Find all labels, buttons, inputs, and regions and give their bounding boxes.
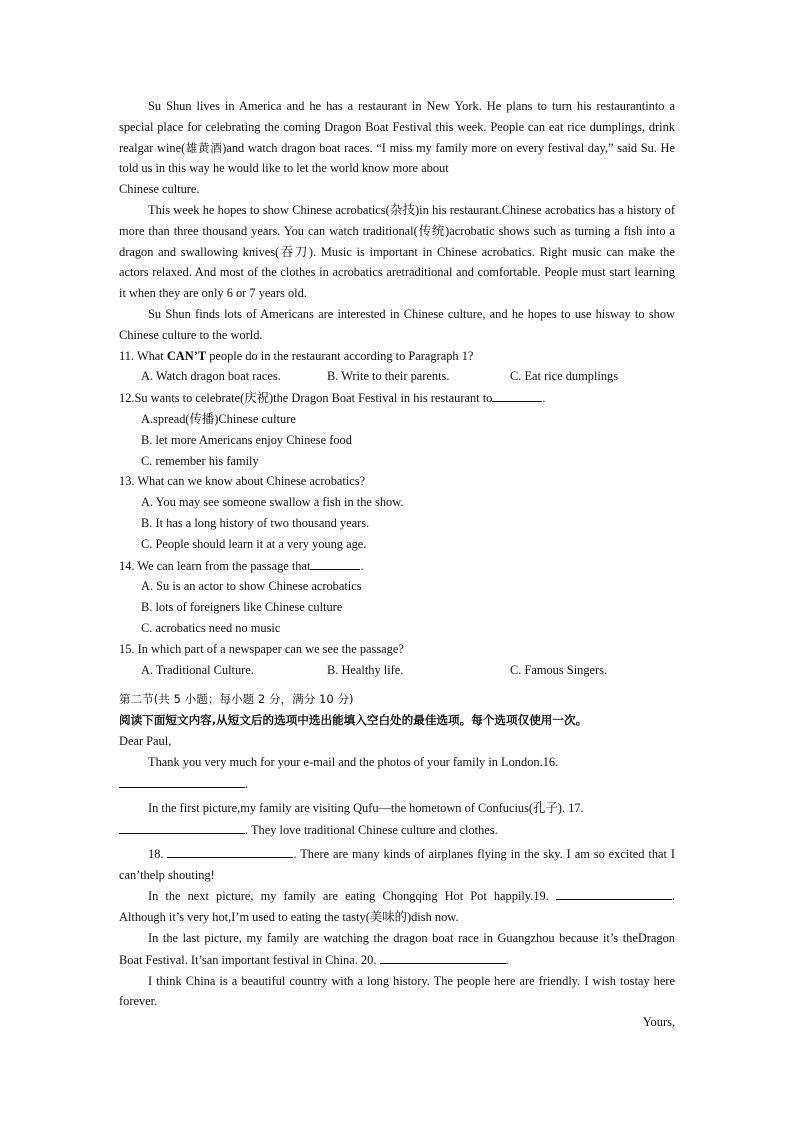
option-b[interactable]: B. lots of foreigners like Chinese culture [141, 600, 343, 615]
answer-blank-16[interactable] [119, 773, 245, 788]
answer-blank-17[interactable] [119, 819, 245, 834]
option-a[interactable]: A. You may see someone swallow a fish in the show. [141, 495, 404, 510]
letter-closing-paragraph: I think China is a beautiful country with a long history. The people here are friendly. I wish tostay here forever. [119, 973, 675, 1009]
question-12 [119, 387, 675, 471]
question-stem: 13. What can we know about Chinese acrobatics? [119, 474, 366, 489]
passage-paragraph-1: Su Shun lives in America and he has a restaurant in New York. He plans to turn his restaurantinto a special place for celebrating the coming Dragon Boat Festival this week. People can eat rice dumplings, drink realgar wine(雄黄酒)and watch dragon boat races. “I miss my family more on every festival day,” said Su. He told us in this way he would like to let the world know more about [119, 99, 675, 176]
letter-line-19: In the next picture, my family are eating Chongqing Hot Pot happily.19. . Although it’s very hot,I’m used to eating the tasty(美味的)dish now. [119, 885, 675, 928]
option-b[interactable]: B. Healthy life. [327, 662, 404, 677]
option-c[interactable]: C. Eat rice dumplings [510, 369, 619, 384]
letter-greeting: Dear Paul, [119, 733, 172, 748]
option-c[interactable]: C. Famous Singers. [510, 662, 608, 677]
passage-paragraph-3: Su Shun finds lots of Americans are interested in Chinese culture, and he hopes to use hisway to show Chinese culture to the world. [119, 306, 675, 342]
answer-blank-18[interactable] [167, 843, 293, 858]
question-13 [119, 471, 675, 554]
chinese-gloss: 雄黄酒 [185, 140, 223, 155]
option-a[interactable]: A. Traditional Culture. [141, 662, 254, 677]
option-c[interactable]: C. remember his family [141, 453, 259, 468]
option-b[interactable]: B. let more Americans enjoy Chinese food [141, 432, 352, 447]
passage-paragraph-2: This week he hopes to show Chinese acrobatics(杂技)in his restaurant.Chinese acrobatics has a history of more than three thousand years. You can watch traditional(传统)acrobatic shows such as turning a fish into a dragon and swallowing knives(吞刀). Music is important in Chinese acrobatics. Right music can make the actors relaxed. And most of the clothes in acrobatics aretraditional and comfortable. People must start learning it when they are only 6 or 7 years old. [119, 202, 675, 301]
answer-blank-19[interactable] [556, 885, 672, 900]
exam-page [119, 96, 675, 1033]
option-b[interactable]: B. Write to their parents. [327, 369, 450, 384]
section-instructions: 阅读下面短文内容,从短文后的选项中选出能填入空白处的最佳选项。每个选项仅使用一次。 [119, 713, 588, 728]
question-14 [119, 555, 675, 639]
letter-line-18: 18. . There are many kinds of airplanes flying in the sky. I am so excited that I can’thelp shouting! [119, 843, 675, 886]
question-11 [119, 346, 675, 388]
option-c[interactable]: C. acrobatics need no music [141, 620, 281, 635]
option-a[interactable]: A. Watch dragon boat races. [141, 369, 281, 384]
section-title: 第二节(共 5 小题；每小题 2 分，满分 10 分) [119, 692, 354, 707]
question-stem: 12.Su wants to celebrate(庆祝)the Dragon Boat Festival in his restaurant to . [119, 387, 675, 409]
letter-signoff: Yours, [642, 1015, 675, 1030]
option-b[interactable]: B. It has a long history of two thousand years. [141, 515, 370, 530]
letter-line-16-blank: . [119, 773, 675, 795]
question-stem: 11. What CAN’T people do in the restaurant according to Paragraph 1? [119, 348, 474, 363]
reading-passage [119, 96, 675, 346]
question-stem: 15. In which part of a newspaper can we see the passage? [119, 641, 404, 656]
answer-blank-20[interactable] [380, 949, 506, 964]
section-2 [119, 689, 675, 1033]
question-15 [119, 639, 675, 681]
question-stem: 14. We can learn from the passage that . [119, 555, 675, 577]
letter-line-17-rest: . They love traditional Chinese culture and clothes. [119, 819, 675, 841]
answer-blank[interactable] [310, 555, 360, 570]
letter-line-16: Thank you very much for your e-mail and the photos of your family in London.16. [148, 754, 559, 769]
answer-blank[interactable] [492, 387, 542, 402]
option-a[interactable]: A. Su is an actor to show Chinese acrobatics [141, 579, 362, 594]
options-row [119, 660, 675, 681]
option-a[interactable]: A.spread(传播)Chinese culture [141, 411, 296, 426]
option-c[interactable]: C. People should learn it at a very young age. [141, 536, 367, 551]
letter-line-17: In the first picture,my family are visiting Qufu—the hometown of Confucius(孔子). 17. [148, 801, 584, 816]
options-row [119, 366, 675, 387]
passage-paragraph-1-end: Chinese culture. [119, 182, 200, 197]
letter-line-20: In the last picture, my family are watching the dragon boat race in Guangzhou because it’s theDragon Boat Festival. It’san important festival in China. 20. . [119, 931, 675, 967]
